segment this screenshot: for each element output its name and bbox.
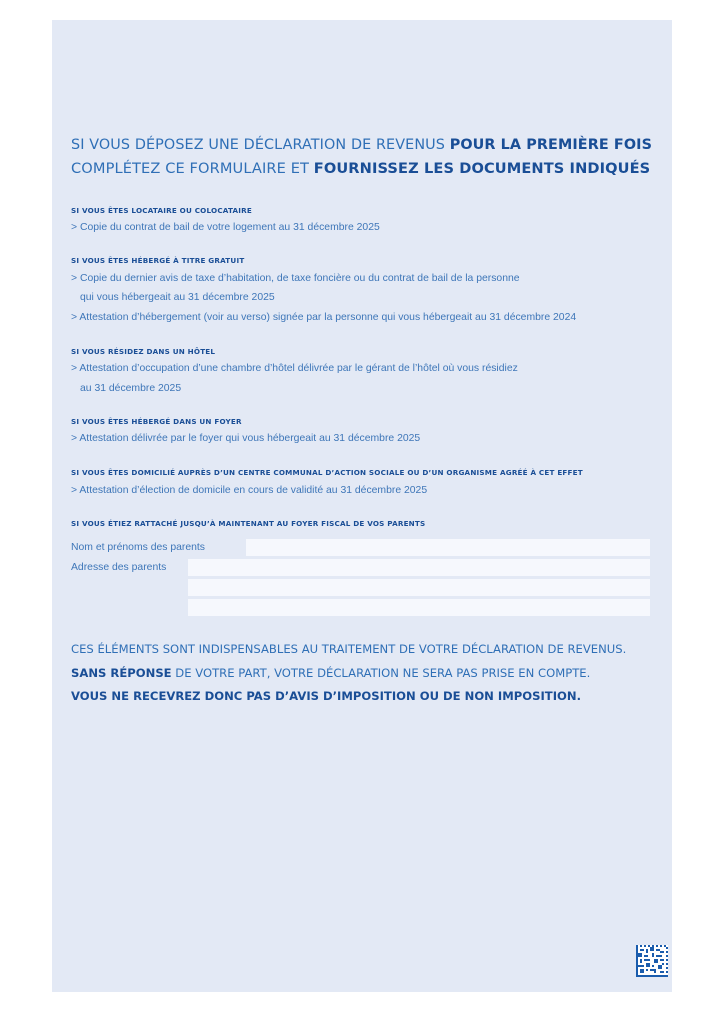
section-line: > Attestation délivrée par le foyer qui vous hébergeait au 31 décembre 2025 [71,433,421,444]
section-heading-parents: SI VOUS ÉTIEZ RATTACHÉ JUSQU’À MAINTENANT AU FOYER FISCAL DE VOS PARENTS [71,519,426,528]
form-page [52,20,672,992]
section-heading-hotel: SI VOUS RÉSIDEZ DANS UN HÔTEL [71,347,216,356]
title-line-2-bold: FOURNISSEZ LES DOCUMENTS INDIQUÉS [313,160,651,177]
parents-name-label: Nom et prénoms des parents [71,542,205,553]
parents-address-label: Adresse des parents [71,562,167,573]
footer-line-2 [71,666,590,680]
footer-line-1: CES ÉLÉMENTS SONT INDISPENSABLES AU TRAITEMENT DE VOTRE DÉCLARATION DE REVENUS. [71,642,627,656]
section-heading-foyer: SI VOUS ÊTES HÉBERGÉ DANS UN FOYER [71,417,242,426]
footer-line-2-normal: DE VOTRE PART, VOTRE DÉCLARATION NE SERA PAS PRISE EN COMPTE. [171,666,591,680]
parents-address-field-3[interactable] [188,599,650,616]
parents-address-field-2[interactable] [188,579,650,596]
parents-address-field-1[interactable] [188,559,650,576]
title-line-2 [71,160,650,177]
section-line: > Attestation d’hébergement (voir au verso) signée par la personne qui vous hébergeait au 31 décembre 2024 [71,312,577,323]
footer-line-2-bold: SANS RÉPONSE [71,666,172,680]
parents-name-field[interactable] [246,539,650,556]
datamatrix-code-icon [636,945,668,977]
section-line: > Attestation d’élection de domicile en cours de validité au 31 décembre 2025 [71,485,428,496]
title-line-2-normal: COMPLÉTEZ CE FORMULAIRE ET [71,160,314,177]
section-line: > Copie du contrat de bail de votre logement au 31 décembre 2025 [71,222,380,233]
section-line: > Attestation d’occupation d’une chambre d’hôtel délivrée par le gérant de l’hôtel où vous résidiez [71,363,518,374]
section-heading-hosted-free: SI VOUS ÊTES HÉBERGÉ À TITRE GRATUIT [71,256,245,265]
section-line: au 31 décembre 2025 [80,383,182,394]
section-line: > Copie du dernier avis de taxe d’habitation, de taxe foncière ou du contrat de bail de la personne [71,273,520,284]
title-line-1 [71,136,652,153]
section-line: qui vous hébergeait au 31 décembre 2025 [80,292,275,303]
section-heading-domiciled: SI VOUS ÊTES DOMICILIÉ AUPRÈS D’UN CENTRE COMMUNAL D’ACTION SOCIALE OU D’UN ORGANISME AGRÉÉ À CET EFFET [71,468,583,477]
footer-line-3: VOUS NE RECEVREZ DONC PAS D’AVIS D’IMPOSITION OU DE NON IMPOSITION. [71,689,581,703]
title-line-1-normal: SI VOUS DÉPOSEZ UNE DÉCLARATION DE REVENUS [71,136,450,153]
title-line-1-bold: POUR LA PREMIÈRE FOIS [449,136,653,153]
section-heading-tenant: SI VOUS ÊTES LOCATAIRE OU COLOCATAIRE [71,206,253,215]
